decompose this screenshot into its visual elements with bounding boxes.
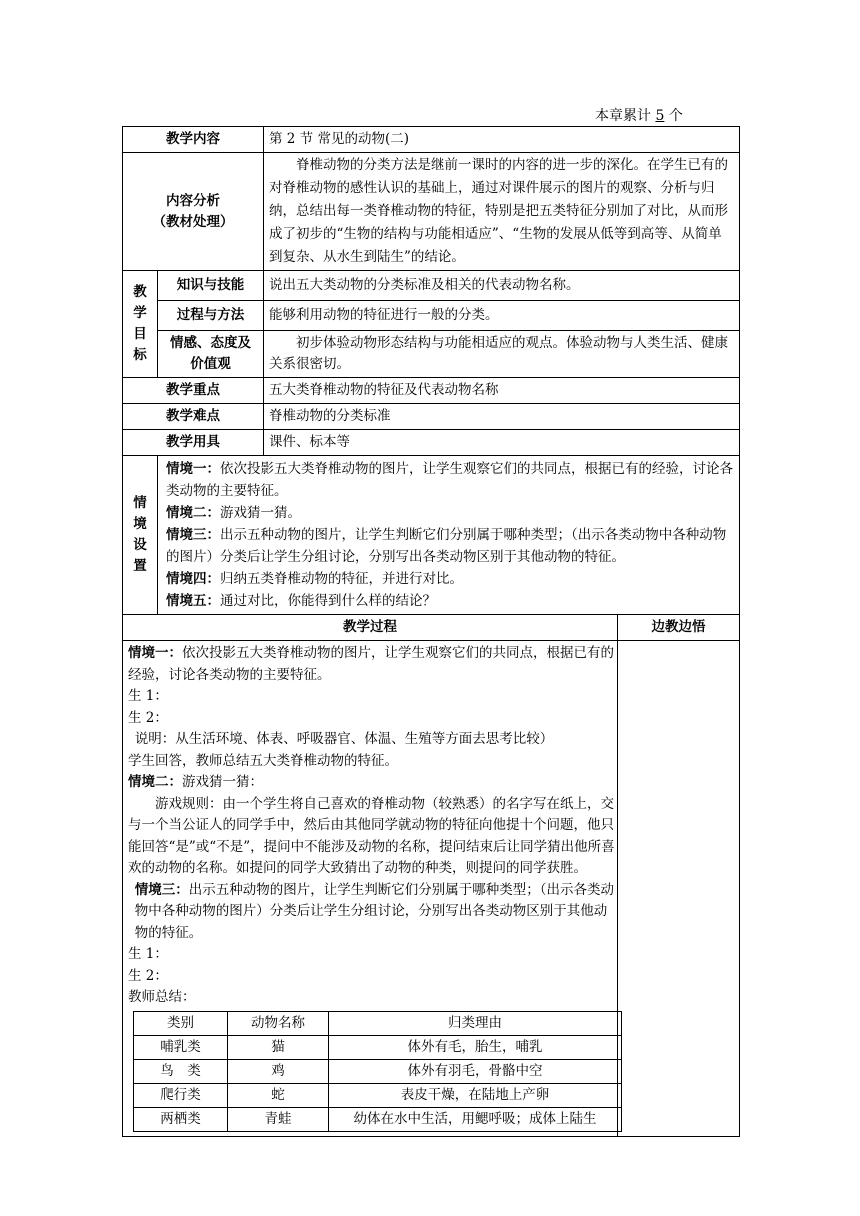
scene-text: 游戏猜一猜。: [220, 505, 301, 521]
game-rule: 游戏规则：由一个学生将自己喜欢的脊椎动物（较熟悉）的名字写在纸上，交与一个当公证人的同学手中，然后由其他同学就动物的特征向他提十个问题，他只能回答“是”或“不是”，提问中不能涉及动物的名称，提问结束后让同学猜出他所喜欢的动物的名称。如提问的同学大致猜出了动物的种类，则提问的同学获胜。: [128, 795, 615, 876]
scene-char: 境: [133, 516, 147, 532]
student-answer-2b: 生 2：: [128, 967, 168, 984]
table-row: [134, 1059, 622, 1083]
table-cell: 体外有羽毛，骨骼中空: [329, 1059, 622, 1083]
cumulative-number: 5: [655, 108, 665, 124]
table-cell: 体外有毛，胎生，哺乳: [329, 1035, 622, 1059]
table-cell: 两栖类: [134, 1107, 228, 1131]
goal-label: [123, 271, 158, 378]
table-cell: 猫: [228, 1035, 329, 1059]
process-scene-name: 情境二：: [128, 774, 182, 790]
knowledge-text: 说出五大类动物的分类标准及相关的代表动物名称。: [264, 271, 740, 301]
process-scene-name: 情境一：: [128, 645, 182, 661]
scene-char: 置: [133, 558, 147, 574]
emotion-text: 初步体验动物形态结构与功能相适应的观点。体验动物与人类生活、健康关系很密切。: [264, 331, 740, 378]
analysis-text: 脊椎动物的分类方法是继前一课时的内容的进一步的深化。在学生已有的对脊椎动物的感性认识的基础上，通过对课件展示的图片的观察、分析与归纳，总结出每一类脊椎动物的特征，特别是把五类特征分别加了对比，从而形成了初步的“生物的结构与功能相适应”、“生物的发展从低等到高等、从简单到复杂、从水生到陆生”的结论。: [264, 153, 740, 271]
classification-header: [134, 1011, 622, 1035]
process-note: 说明：从生活环境、体表、呼吸器官、体温、生殖等方面去思考比较）: [134, 731, 554, 747]
goal-char: 学: [133, 305, 147, 321]
lesson-plan: [122, 126, 739, 1137]
table-cell: 表皮干燥，在陆地上产卵: [329, 1083, 622, 1107]
tools-label: 教学用具: [123, 430, 264, 456]
scene-name: 情境三：: [166, 527, 220, 543]
process-scene-text: 出示五种动物的图片，让学生判断它们分别属于哪种类型；（出示各类动物中各种动物的图片）分类后让学生分组讨论，分别写出各类动物区别于其他动物的特征。: [134, 881, 614, 941]
process-scene-text: 依次投影五大类脊椎动物的图片，让学生观察它们的共同点，根据已有的经验，讨论各类动物的主要特征。: [128, 645, 614, 683]
key-label: 教学重点: [123, 378, 264, 404]
scene-name: 情境五：: [166, 593, 220, 609]
scene-item: [166, 502, 734, 524]
header-cell: 归类理由: [329, 1011, 622, 1035]
emotion-label-line2: 价值观: [190, 356, 231, 372]
table-row: [134, 1107, 622, 1131]
header-cell: 动物名称: [228, 1011, 329, 1035]
scene-item: [166, 458, 734, 502]
scene-text: 依次投影五大类脊椎动物的图片，让学生观察它们的共同点，根据已有的经验，讨论各类动物的主要特征。: [166, 461, 733, 499]
goal-char: 教: [133, 284, 147, 300]
key-text: 五大类脊椎动物的特征及代表动物名称: [264, 378, 740, 404]
analysis-label: [123, 153, 264, 271]
scene-name: 情境一：: [166, 461, 220, 477]
cumulative-prefix: 本章累计: [595, 108, 651, 124]
content-value: 第 2 节 常见的动物(二): [264, 127, 740, 153]
emotion-label: [158, 331, 264, 378]
difficulty-text: 脊椎动物的分类标准: [264, 404, 740, 430]
teacher-summary: 教师总结：: [128, 989, 196, 1005]
scene-name: 情境二：: [166, 505, 220, 521]
process-scene-text: 游戏猜一猜：: [182, 774, 263, 790]
scene-list: [158, 456, 740, 615]
process-scene2: [128, 772, 615, 794]
table-row: [134, 1035, 622, 1059]
student-answer-2: 生 2：: [128, 709, 168, 726]
cumulative-suffix: 个: [668, 108, 683, 124]
process-scene1: [128, 643, 615, 686]
process-text: 能够利用动物的特征进行一般的分类。: [264, 301, 740, 331]
scene-text: 归纳五类脊椎动物的特征，并进行对比。: [220, 571, 463, 587]
goal-char: 目: [133, 326, 147, 342]
scene-char: 情: [133, 495, 147, 511]
student-answer-1: 生 1：: [128, 688, 168, 704]
table-cell: 鸟 类: [134, 1059, 228, 1083]
process-body: [123, 641, 618, 1137]
scene-text: 通过对比，你能得到什么样的结论？: [220, 593, 436, 609]
table-cell: 哺乳类: [134, 1035, 228, 1059]
classification-table: [133, 1011, 622, 1132]
scene-text: 出示五种动物的图片，让学生判断它们分别属于哪种类型；（出示各类动物中各种动物的图片）分类后让学生分组讨论，分别写出各类动物区别于其他动物的特征。: [166, 527, 727, 565]
header-cell: 类别: [134, 1011, 228, 1035]
process-scene3: [128, 880, 615, 945]
student-answer-1b: 生 1：: [128, 946, 168, 962]
lesson-table: [122, 126, 740, 1137]
scene-label: [123, 456, 158, 615]
table-cell: 青蛙: [228, 1107, 329, 1131]
scene-char: 设: [133, 537, 147, 553]
tools-text: 课件、标本等: [264, 430, 740, 456]
table-cell: 幼体在水中生活，用鳃呼吸；成体上陆生: [329, 1107, 622, 1131]
scene-item: [166, 590, 734, 612]
knowledge-label: 知识与技能: [158, 271, 264, 301]
emotion-label-line1: 情感、态度及: [170, 335, 251, 351]
scene-item: [166, 524, 734, 568]
difficulty-label: 教学难点: [123, 404, 264, 430]
cumulative-count: [595, 105, 683, 125]
reflect-header: 边教边悟: [618, 615, 740, 641]
process-header: 教学过程: [123, 615, 618, 641]
table-row: [134, 1083, 622, 1107]
scene-name: 情境四：: [166, 571, 220, 587]
table-cell: 蛇: [228, 1083, 329, 1107]
process-label: 过程与方法: [158, 301, 264, 331]
analysis-label-line1: 内容分析: [166, 192, 220, 209]
content-label: 教学内容: [123, 127, 264, 153]
table-cell: 爬行类: [134, 1083, 228, 1107]
process-answer: 学生回答，教师总结五大类脊椎动物的特征。: [128, 752, 398, 769]
analysis-label-line2: （教材处理）: [152, 213, 234, 230]
process-scene-name: 情境三：: [134, 881, 189, 898]
goal-char: 标: [133, 347, 147, 363]
reflect-cell: [618, 641, 740, 1137]
scene-item: [166, 568, 734, 590]
table-cell: 鸡: [228, 1059, 329, 1083]
